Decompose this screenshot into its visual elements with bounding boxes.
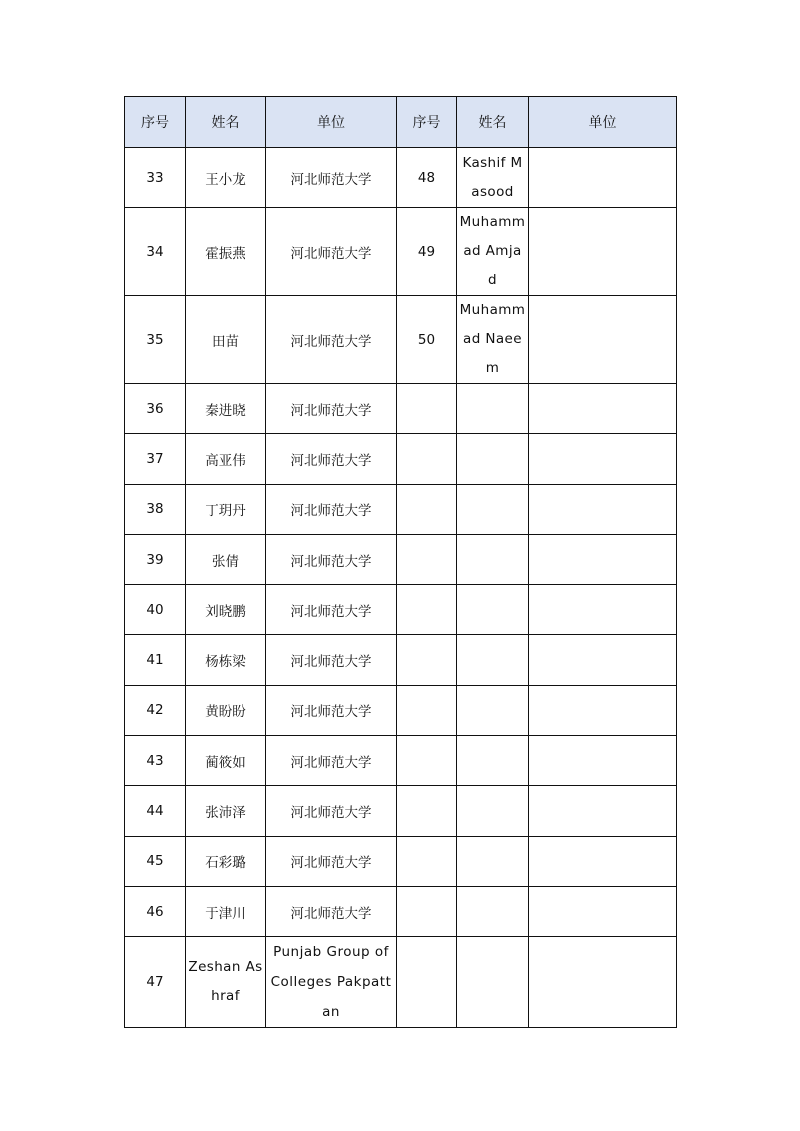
serial-cell: 46: [125, 886, 186, 936]
empty-cell: [457, 886, 529, 936]
empty-cell: [529, 937, 677, 1028]
empty-cell: [529, 635, 677, 685]
empty-cell: [397, 685, 457, 735]
empty-cell: [529, 534, 677, 584]
serial-cell: 48: [397, 148, 457, 208]
empty-cell: [529, 836, 677, 886]
unit-cell: 河北师范大学: [266, 534, 397, 584]
empty-cell: [457, 635, 529, 685]
empty-cell: [529, 786, 677, 836]
header-unit-left: 单位: [266, 97, 397, 148]
table-row: [125, 534, 677, 584]
serial-cell: 37: [125, 434, 186, 484]
header-row: [125, 97, 677, 148]
name-cell: 王小龙: [186, 148, 266, 208]
name-cell: Kashif Masood: [457, 148, 529, 208]
name-cell: 霍振燕: [186, 208, 266, 296]
unit-cell: [529, 296, 677, 384]
serial-cell: 49: [397, 208, 457, 296]
name-cell: 蔺筱如: [186, 736, 266, 786]
empty-cell: [529, 886, 677, 936]
empty-cell: [529, 384, 677, 434]
empty-cell: [397, 786, 457, 836]
table-row: [125, 296, 677, 384]
serial-cell: 50: [397, 296, 457, 384]
empty-cell: [397, 736, 457, 786]
unit-cell: 河北师范大学: [266, 836, 397, 886]
empty-cell: [397, 434, 457, 484]
header-name-right: 姓名: [457, 97, 529, 148]
table-row: [125, 937, 677, 1028]
name-cell: Muhammad Amjad: [457, 208, 529, 296]
participant-table: [124, 96, 677, 1028]
header-serial-right: 序号: [397, 97, 457, 148]
header-name-left: 姓名: [186, 97, 266, 148]
name-cell: 刘晓鹏: [186, 585, 266, 635]
name-cell: 秦进晓: [186, 384, 266, 434]
empty-cell: [397, 484, 457, 534]
unit-cell: 河北师范大学: [266, 886, 397, 936]
empty-cell: [457, 534, 529, 584]
empty-cell: [397, 384, 457, 434]
empty-cell: [457, 434, 529, 484]
empty-cell: [457, 836, 529, 886]
unit-cell: Punjab Group of Colleges Pakpattan: [266, 937, 397, 1028]
empty-cell: [529, 585, 677, 635]
table-row: [125, 836, 677, 886]
empty-cell: [397, 937, 457, 1028]
name-cell: 丁玥丹: [186, 484, 266, 534]
serial-cell: 43: [125, 736, 186, 786]
empty-cell: [397, 585, 457, 635]
header-serial-left: 序号: [125, 97, 186, 148]
table-row: [125, 685, 677, 735]
empty-cell: [529, 736, 677, 786]
empty-cell: [457, 484, 529, 534]
unit-cell: 河北师范大学: [266, 635, 397, 685]
name-cell: 石彩璐: [186, 836, 266, 886]
empty-cell: [529, 484, 677, 534]
name-cell: 张倩: [186, 534, 266, 584]
serial-cell: 35: [125, 296, 186, 384]
empty-cell: [457, 384, 529, 434]
unit-cell: 河北师范大学: [266, 296, 397, 384]
name-cell: 杨栋梁: [186, 635, 266, 685]
name-cell: 高亚伟: [186, 434, 266, 484]
name-cell: 于津川: [186, 886, 266, 936]
empty-cell: [397, 886, 457, 936]
empty-cell: [529, 434, 677, 484]
serial-cell: 45: [125, 836, 186, 886]
unit-cell: [529, 208, 677, 296]
name-cell: 张沛泽: [186, 786, 266, 836]
unit-cell: 河北师范大学: [266, 148, 397, 208]
empty-cell: [457, 736, 529, 786]
unit-cell: 河北师范大学: [266, 685, 397, 735]
table-row: [125, 786, 677, 836]
serial-cell: 34: [125, 208, 186, 296]
table-row: [125, 736, 677, 786]
table-row: [125, 886, 677, 936]
unit-cell: 河北师范大学: [266, 786, 397, 836]
table-row: [125, 434, 677, 484]
serial-cell: 41: [125, 635, 186, 685]
table-row: [125, 384, 677, 434]
unit-cell: 河北师范大学: [266, 736, 397, 786]
empty-cell: [397, 635, 457, 685]
empty-cell: [457, 937, 529, 1028]
table-row: [125, 208, 677, 296]
name-cell: Muhammad Naeem: [457, 296, 529, 384]
empty-cell: [457, 685, 529, 735]
unit-cell: 河北师范大学: [266, 208, 397, 296]
table-row: [125, 484, 677, 534]
serial-cell: 36: [125, 384, 186, 434]
empty-cell: [529, 685, 677, 735]
unit-cell: 河北师范大学: [266, 484, 397, 534]
header-unit-right: 单位: [529, 97, 677, 148]
serial-cell: 42: [125, 685, 186, 735]
name-cell: 黄盼盼: [186, 685, 266, 735]
unit-cell: [529, 148, 677, 208]
table-row: [125, 148, 677, 208]
name-cell: Zeshan Ashraf: [186, 937, 266, 1028]
empty-cell: [397, 534, 457, 584]
name-cell: 田苗: [186, 296, 266, 384]
empty-cell: [457, 786, 529, 836]
serial-cell: 33: [125, 148, 186, 208]
table-row: [125, 585, 677, 635]
empty-cell: [397, 836, 457, 886]
unit-cell: 河北师范大学: [266, 585, 397, 635]
serial-cell: 44: [125, 786, 186, 836]
serial-cell: 40: [125, 585, 186, 635]
table-row: [125, 635, 677, 685]
serial-cell: 39: [125, 534, 186, 584]
serial-cell: 38: [125, 484, 186, 534]
serial-cell: 47: [125, 937, 186, 1028]
unit-cell: 河北师范大学: [266, 434, 397, 484]
unit-cell: 河北师范大学: [266, 384, 397, 434]
empty-cell: [457, 585, 529, 635]
